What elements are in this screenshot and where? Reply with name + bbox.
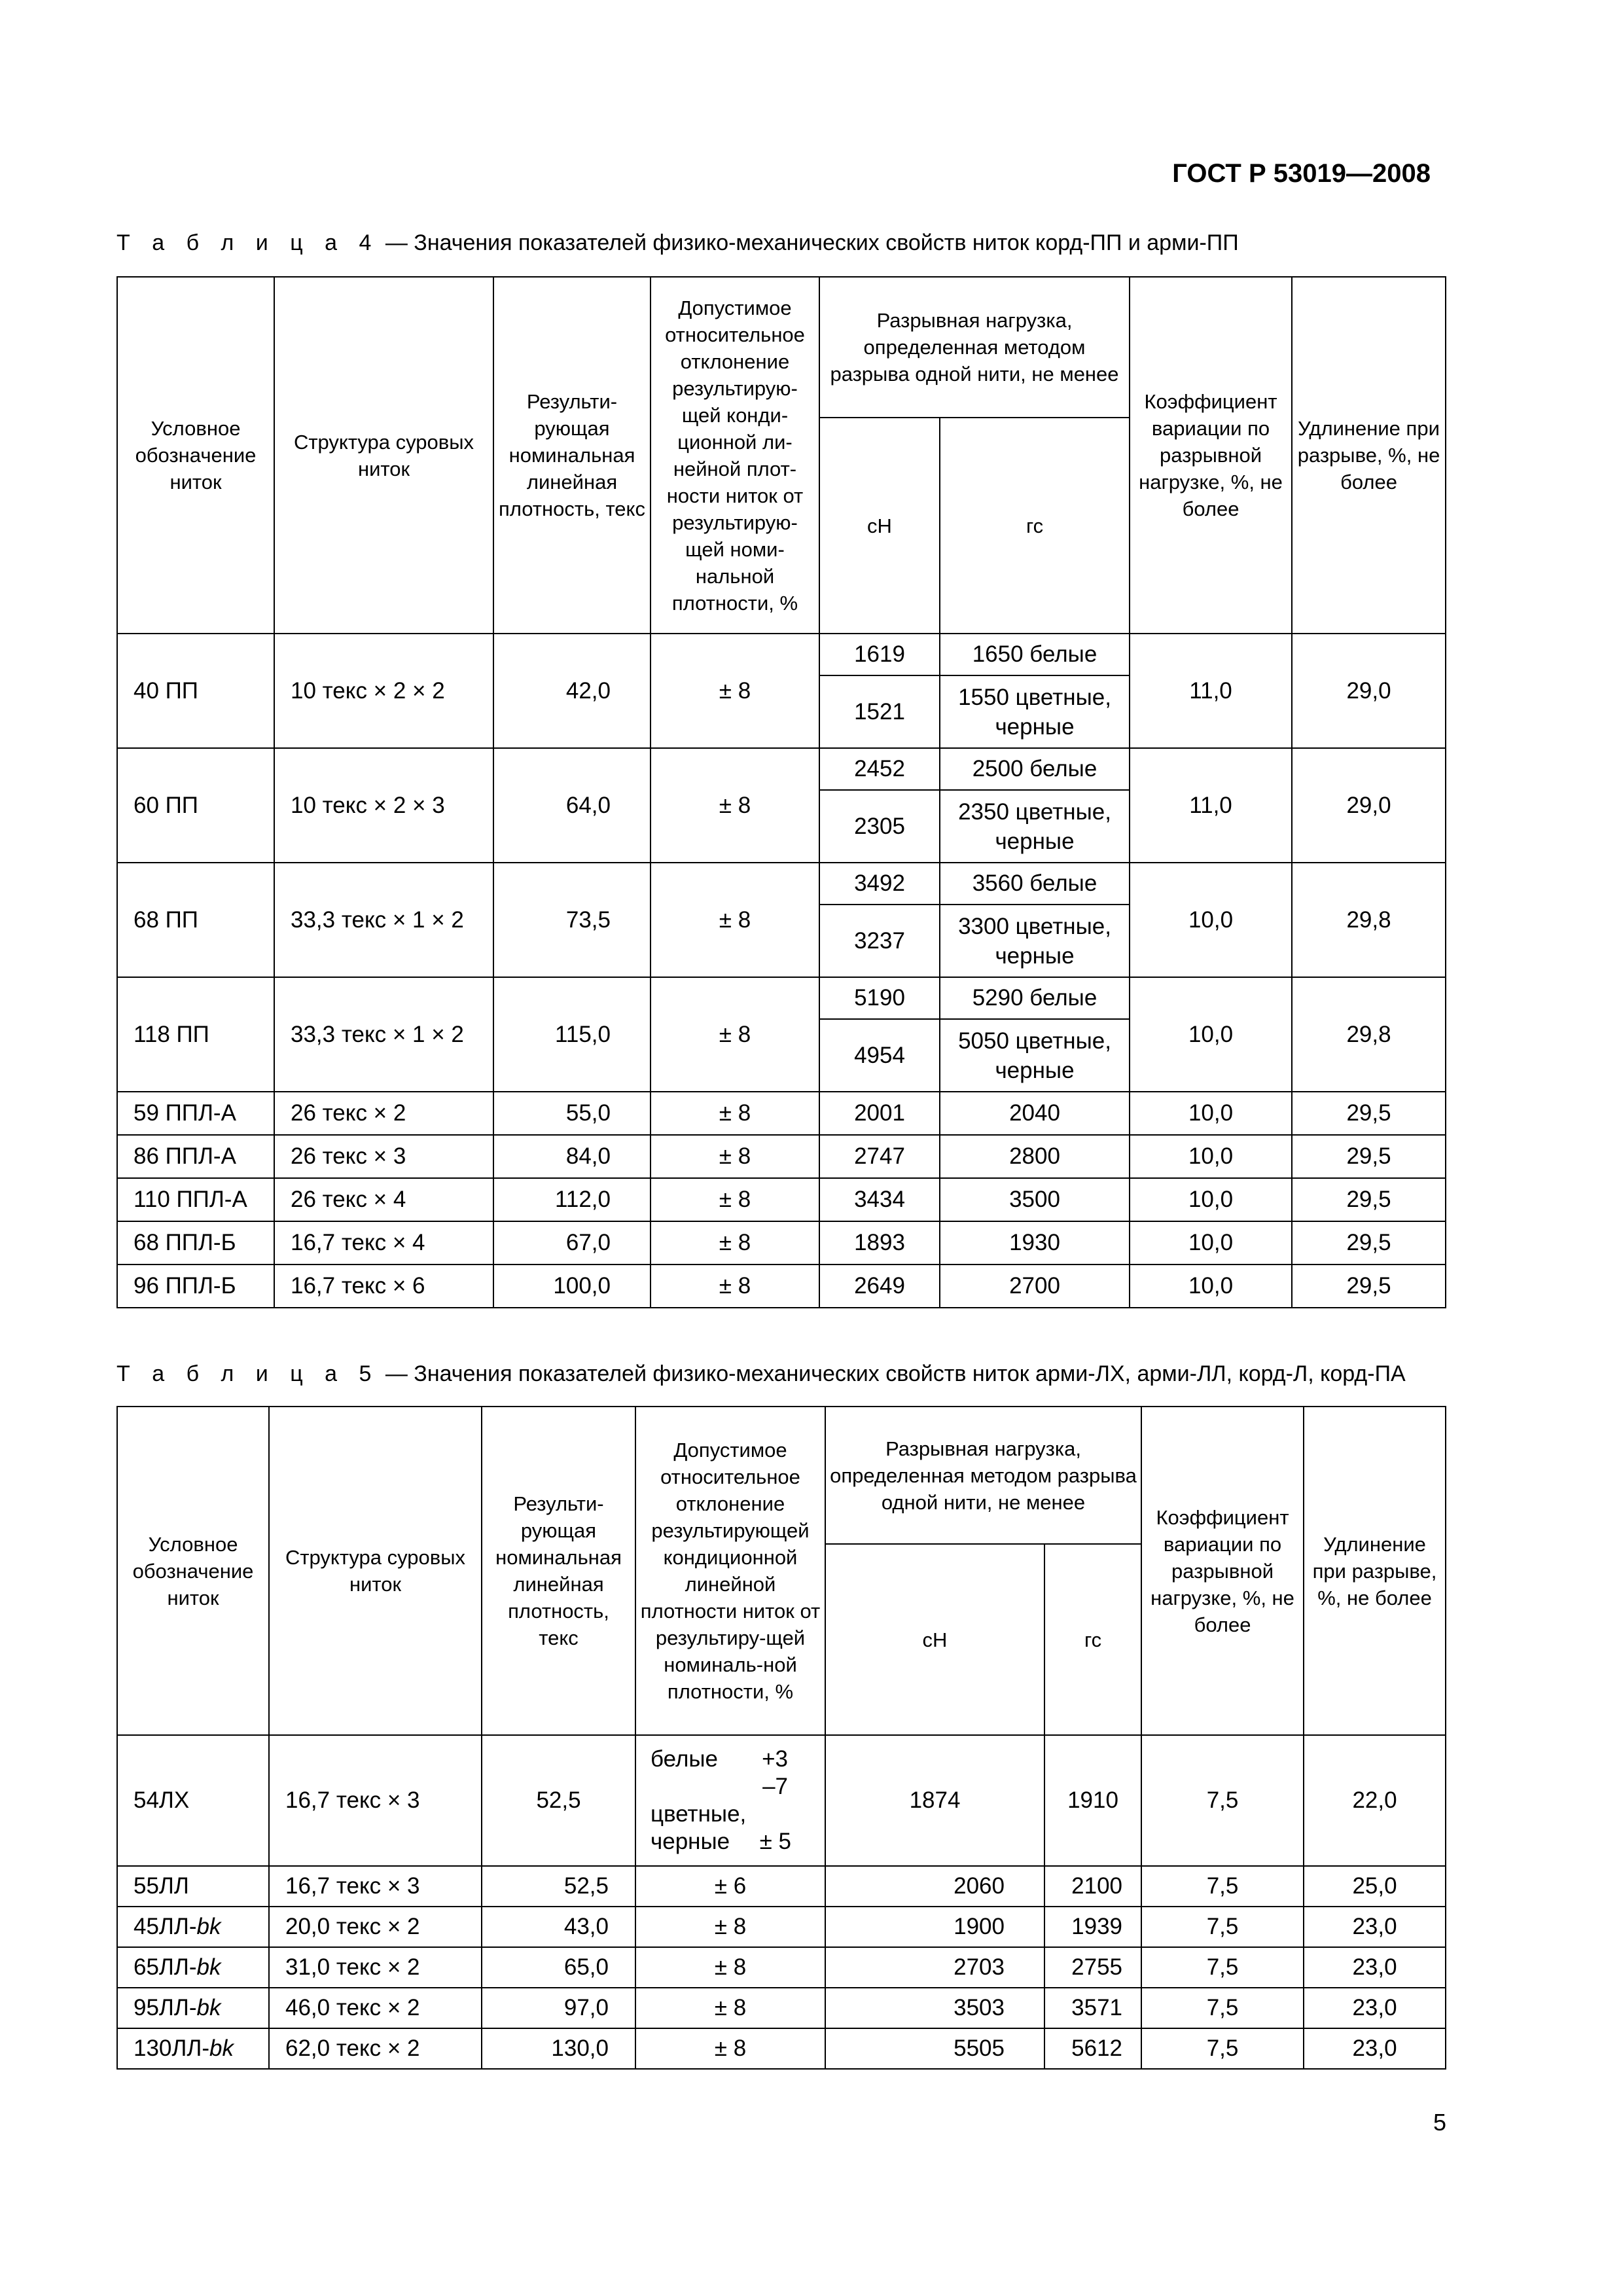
table-row: [117, 1265, 1446, 1308]
t4-cell-elongation: 29,5: [1292, 1221, 1446, 1265]
t5-cell-gs: 1939: [1044, 1907, 1141, 1947]
t4-cell-cn: 4954: [819, 1019, 940, 1092]
tol-color-value: ± 5: [759, 1829, 791, 1854]
t4-cell-elongation: 29,0: [1292, 634, 1446, 748]
t4-cell-cn: 1521: [819, 675, 940, 748]
table-row: [117, 977, 1446, 1019]
table-row: [117, 1988, 1446, 2028]
t5-cell-density: 97,0: [482, 1988, 635, 2028]
table4: [116, 276, 1446, 1308]
t5-header-structure: Структура суровых ниток: [269, 1407, 482, 1735]
t4-cell-density: 55,0: [493, 1092, 651, 1135]
t4-cell-variation: 10,0: [1130, 1178, 1292, 1221]
t4-cell-density: 64,0: [493, 748, 651, 863]
t4-cell-cn: 3492: [819, 863, 940, 905]
t4-cell-density: 112,0: [493, 1178, 651, 1221]
t4-cell-tolerance: ± 8: [651, 1265, 819, 1308]
t4-cell-elongation: 29,8: [1292, 863, 1446, 977]
tol-white-minus: –7: [762, 1774, 788, 1799]
t4-cell-cn: 2001: [819, 1092, 940, 1135]
t4-header-variation: Коэффициент вариации по разрывной нагрузке, %, не более: [1130, 277, 1292, 634]
table4-body: [117, 634, 1446, 1308]
t4-header-density: Результи-рующая номинальная линейная плотность, текс: [493, 277, 651, 634]
t4-cell-cn: 5190: [819, 977, 940, 1019]
t5-cell-tolerance: ± 8: [635, 2028, 825, 2069]
t4-cell-gs: 2500 белые: [940, 748, 1130, 790]
t5-cell-structure: 46,0 текс × 2: [269, 1988, 482, 2028]
table-row: [117, 1092, 1446, 1135]
t5-cell-tolerance: ± 6: [635, 1866, 825, 1907]
t5-cell-cn: 1900: [825, 1907, 1044, 1947]
t4-cell-tolerance: ± 8: [651, 1092, 819, 1135]
t5-cell-density: 52,5: [482, 1735, 635, 1866]
t5-cell-density: 52,5: [482, 1866, 635, 1907]
t5-cell-tolerance-composite: [635, 1735, 825, 1866]
t5-cell-elongation: 25,0: [1304, 1866, 1446, 1907]
t4-cell-gs: 5050 цветные, черные: [940, 1019, 1130, 1092]
t4-cell-variation: 11,0: [1130, 748, 1292, 863]
t5-cell-variation: 7,5: [1141, 1866, 1304, 1907]
t4-header-structure: Структура суровых ниток: [274, 277, 493, 634]
t5-header-elongation: Удлинение при разрыве, %, не более: [1304, 1407, 1446, 1735]
t5-cell-cn: 2060: [825, 1866, 1044, 1907]
t5-header-breaking-load: Разрывная нагрузка, определенная методом разрыва одной нити, не менее: [825, 1407, 1141, 1544]
t5-cell-elongation: 23,0: [1304, 1988, 1446, 2028]
t4-cell-structure: 33,3 текс × 1 × 2: [274, 977, 493, 1092]
t4-cell-cn: 2452: [819, 748, 940, 790]
standard-number: ГОСТ Р 53019—2008: [1172, 159, 1431, 188]
t4-cell-cn: 2649: [819, 1265, 940, 1308]
t4-cell-tolerance: ± 8: [651, 863, 819, 977]
t4-cell-gs: 1550 цветные, черные: [940, 675, 1130, 748]
t4-cell-designation: 110 ППЛ-А: [117, 1178, 274, 1221]
t4-header-tolerance: Допустимое относительное отклонение результирую-щей конди-ционной ли-нейной плот-ности ниток от результирую-щей номи-нальной плотности, %: [651, 277, 819, 634]
t5-cell-gs: 3571: [1044, 1988, 1141, 2028]
t4-cell-structure: 10 текс × 2 × 2: [274, 634, 493, 748]
t5-cell-density: 130,0: [482, 2028, 635, 2069]
t4-cell-density: 115,0: [493, 977, 651, 1092]
t5-cell-designation: [117, 1866, 269, 1907]
t5-cell-gs: 2100: [1044, 1866, 1141, 1907]
t5-cell-variation: 7,5: [1141, 2028, 1304, 2069]
table-row: [117, 1866, 1446, 1907]
t5-cell-tolerance: ± 8: [635, 1988, 825, 2028]
t5-cell-designation: [117, 2028, 269, 2069]
t4-cell-density: 67,0: [493, 1221, 651, 1265]
table5: [116, 1406, 1446, 2070]
t4-cell-structure: 16,7 текс × 6: [274, 1265, 493, 1308]
t4-cell-elongation: 29,8: [1292, 977, 1446, 1092]
t5-cell-tolerance: ± 8: [635, 1947, 825, 1988]
t4-cell-structure: 26 текс × 3: [274, 1135, 493, 1178]
t4-cell-variation: 11,0: [1130, 634, 1292, 748]
table5-rows: [117, 1866, 1446, 2069]
t5-cell-cn: 5505: [825, 2028, 1044, 2069]
t5-designation-suffix: bk: [196, 1995, 221, 2020]
table-row: [117, 1907, 1446, 1947]
t5-designation-base: 55ЛЛ: [134, 1873, 189, 1899]
table4-caption-label: Т а б л и ц а 4: [116, 230, 380, 255]
t4-cell-designation: 60 ПП: [117, 748, 274, 863]
t5-cell-structure: 31,0 текс × 2: [269, 1947, 482, 1988]
t4-header-breaking-load: Разрывная нагрузка, определенная методом разрыва одной нити, не менее: [819, 277, 1130, 418]
t4-cell-cn: 3237: [819, 905, 940, 977]
t5-cell-designation: 54ЛХ: [117, 1735, 269, 1866]
t4-cell-gs: 2700: [940, 1265, 1130, 1308]
t5-cell-elongation: 22,0: [1304, 1735, 1446, 1866]
t5-header-cn: сН: [825, 1544, 1044, 1735]
t4-cell-tolerance: ± 8: [651, 634, 819, 748]
t4-cell-variation: 10,0: [1130, 1135, 1292, 1178]
table4-caption: [116, 230, 1239, 256]
t4-cell-density: 84,0: [493, 1135, 651, 1178]
table-row: [117, 863, 1446, 905]
t4-cell-tolerance: ± 8: [651, 1135, 819, 1178]
table-row: [117, 2028, 1446, 2069]
t5-cell-density: 65,0: [482, 1947, 635, 1988]
table-row: [117, 1735, 1446, 1866]
table-row: [117, 1178, 1446, 1221]
t5-designation-base: 45ЛЛ-: [134, 1914, 197, 1939]
t4-cell-elongation: 29,0: [1292, 748, 1446, 863]
t4-cell-variation: 10,0: [1130, 1092, 1292, 1135]
t5-header-tolerance: Допустимое относительное отклонение результирующей кондиционной линейной плотности ниток от результиру-щей номиналь-ной плотности, %: [635, 1407, 825, 1735]
t4-cell-structure: 26 текс × 4: [274, 1178, 493, 1221]
table5-caption-text: — Значения показателей физико-механических свойств ниток арми-ЛХ, арми-ЛЛ, корд-Л, корд-ПА: [379, 1361, 1406, 1386]
t4-cell-density: 42,0: [493, 634, 651, 748]
t4-cell-designation: 96 ППЛ-Б: [117, 1265, 274, 1308]
t4-cell-designation: 68 ПП: [117, 863, 274, 977]
t4-cell-cn: 2747: [819, 1135, 940, 1178]
t4-cell-gs: 5290 белые: [940, 977, 1130, 1019]
t4-cell-elongation: 29,5: [1292, 1265, 1446, 1308]
t4-cell-gs: 3500: [940, 1178, 1130, 1221]
t4-header-gs: гс: [940, 418, 1130, 634]
table5-body: [117, 1735, 1446, 1866]
t5-cell-tolerance: ± 8: [635, 1907, 825, 1947]
table5-header: [117, 1407, 1446, 1735]
t4-cell-tolerance: ± 8: [651, 1178, 819, 1221]
tol-white-label: белые: [651, 1746, 719, 1772]
t5-cell-elongation: 23,0: [1304, 1947, 1446, 1988]
t5-cell-designation: [117, 1907, 269, 1947]
t4-cell-elongation: 29,5: [1292, 1135, 1446, 1178]
t4-cell-designation: 59 ППЛ-А: [117, 1092, 274, 1135]
t4-cell-structure: 26 текс × 2: [274, 1092, 493, 1135]
table-row: [117, 1135, 1446, 1178]
t4-cell-designation: 68 ППЛ-Б: [117, 1221, 274, 1265]
t4-cell-gs: 3560 белые: [940, 863, 1130, 905]
tol-color-label2: черные: [651, 1829, 730, 1854]
t5-cell-designation: [117, 1988, 269, 2028]
t5-header-variation: Коэффициент вариации по разрывной нагрузке, %, не более: [1141, 1407, 1304, 1735]
t5-designation-suffix: bk: [209, 2036, 234, 2061]
table-row: [117, 1947, 1446, 1988]
t4-cell-gs: 3300 цветные, черные: [940, 905, 1130, 977]
table5-caption-label: Т а б л и ц а 5: [116, 1361, 380, 1386]
t4-cell-structure: 10 текс × 2 × 3: [274, 748, 493, 863]
t5-cell-elongation: 23,0: [1304, 1907, 1446, 1947]
t4-cell-cn: 1619: [819, 634, 940, 675]
table-row: [117, 748, 1446, 790]
tol-color-label: цветные,: [651, 1801, 747, 1827]
t4-cell-designation: 118 ПП: [117, 977, 274, 1092]
t4-cell-tolerance: ± 8: [651, 977, 819, 1092]
t5-cell-gs: 1910: [1044, 1735, 1141, 1866]
t4-cell-structure: 16,7 текс × 4: [274, 1221, 493, 1265]
t5-header-density: Результи-рующая номинальная линейная плотность, текс: [482, 1407, 635, 1735]
t5-designation-base: 65ЛЛ-: [134, 1954, 197, 1980]
t4-cell-gs: 2800: [940, 1135, 1130, 1178]
t5-cell-cn: 1874: [825, 1735, 1044, 1866]
t4-cell-tolerance: ± 8: [651, 1221, 819, 1265]
t4-header-designation: Условное обозначение ниток: [117, 277, 274, 634]
t5-header-designation: Условное обозначение ниток: [117, 1407, 269, 1735]
t4-cell-tolerance: ± 8: [651, 748, 819, 863]
t5-designation-base: 130ЛЛ-: [134, 2036, 209, 2061]
t5-cell-structure: 20,0 текс × 2: [269, 1907, 482, 1947]
t4-cell-density: 73,5: [493, 863, 651, 977]
t5-designation-suffix: bk: [196, 1914, 221, 1939]
t5-cell-gs: 2755: [1044, 1947, 1141, 1988]
table5-caption: [116, 1361, 1406, 1387]
t4-cell-variation: 10,0: [1130, 1265, 1292, 1308]
t4-cell-density: 100,0: [493, 1265, 651, 1308]
t4-cell-variation: 10,0: [1130, 863, 1292, 977]
t5-cell-variation: 7,5: [1141, 1907, 1304, 1947]
t4-cell-cn: 1893: [819, 1221, 940, 1265]
tol-white-plus: +3: [762, 1746, 788, 1772]
t4-cell-gs: 1930: [940, 1221, 1130, 1265]
t5-cell-variation: 7,5: [1141, 1988, 1304, 2028]
t5-cell-cn: 2703: [825, 1947, 1044, 1988]
table-row: [117, 634, 1446, 675]
table-row: [117, 1221, 1446, 1265]
t4-cell-cn: 3434: [819, 1178, 940, 1221]
t5-cell-structure: 16,7 текс × 3: [269, 1735, 482, 1866]
t4-cell-cn: 2305: [819, 790, 940, 863]
table4-caption-text: — Значения показателей физико-механических свойств ниток корд-ПП и арми-ПП: [379, 230, 1239, 255]
page-number: 5: [1433, 2109, 1446, 2136]
t5-cell-structure: 62,0 текс × 2: [269, 2028, 482, 2069]
t4-cell-structure: 33,3 текс × 1 × 2: [274, 863, 493, 977]
t4-cell-designation: 86 ППЛ-А: [117, 1135, 274, 1178]
t4-cell-gs: 2040: [940, 1092, 1130, 1135]
t4-cell-elongation: 29,5: [1292, 1178, 1446, 1221]
t5-cell-designation: [117, 1947, 269, 1988]
t5-cell-cn: 3503: [825, 1988, 1044, 2028]
t5-cell-density: 43,0: [482, 1907, 635, 1947]
t4-cell-designation: 40 ПП: [117, 634, 274, 748]
table4-header: [117, 277, 1446, 634]
t5-cell-variation: 7,5: [1141, 1947, 1304, 1988]
t5-cell-gs: 5612: [1044, 2028, 1141, 2069]
t5-header-gs: гс: [1044, 1544, 1141, 1735]
t4-cell-variation: 10,0: [1130, 1221, 1292, 1265]
t4-header-elongation: Удлинение при разрыве, %, не более: [1292, 277, 1446, 634]
t5-cell-structure: 16,7 текс × 3: [269, 1866, 482, 1907]
t5-designation-base: 95ЛЛ-: [134, 1995, 197, 2020]
t5-cell-variation: 7,5: [1141, 1735, 1304, 1866]
t4-header-cn: сН: [819, 418, 940, 634]
t4-cell-elongation: 29,5: [1292, 1092, 1446, 1135]
t4-cell-gs: 2350 цветные, черные: [940, 790, 1130, 863]
t4-cell-gs: 1650 белые: [940, 634, 1130, 675]
t5-cell-elongation: 23,0: [1304, 2028, 1446, 2069]
t4-cell-variation: 10,0: [1130, 977, 1292, 1092]
t5-designation-suffix: bk: [196, 1954, 221, 1980]
